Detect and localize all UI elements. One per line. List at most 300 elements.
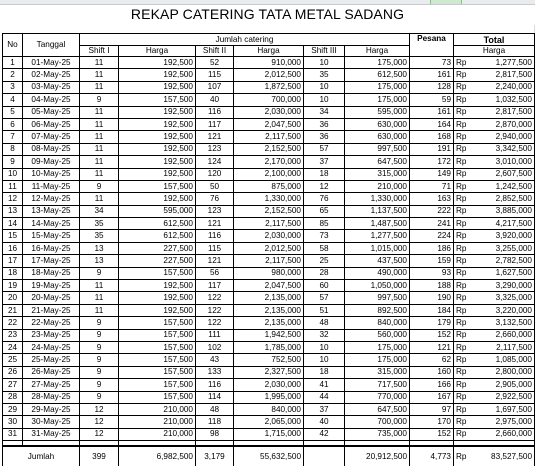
cell-t[interactable]: 2,660,000 [471,428,535,440]
cell-s1[interactable]: 11 [80,193,119,205]
cell-p[interactable]: 191 [410,143,454,155]
cell-tgl[interactable]: 05-May-25 [23,106,80,118]
cell-h2[interactable]: 2,117,500 [234,218,304,230]
cell-no[interactable]: 26 [3,366,23,378]
cell-h3[interactable]: 1,487,500 [345,218,410,230]
cell-s1[interactable]: 13 [80,242,119,254]
cell-s3[interactable]: 85 [304,218,345,230]
cell-rp[interactable]: Rp [454,354,471,366]
cell-rp[interactable]: Rp [454,379,471,391]
total-s1[interactable]: 399 [80,446,119,466]
cell-p[interactable]: 179 [410,317,454,329]
cell-tgl[interactable]: 06-May-25 [23,118,80,130]
cell-s1[interactable]: 11 [80,143,119,155]
cell-rp[interactable]: Rp [454,168,471,180]
cell-s1[interactable]: 35 [80,230,119,242]
cell-h1[interactable]: 157,500 [119,391,196,403]
cell-s3[interactable]: 41 [304,379,345,391]
cell-h3[interactable]: 1,277,500 [345,230,410,242]
cell-s2[interactable]: 102 [196,341,234,353]
cell-rp[interactable]: Rp [454,156,471,168]
cell-h2[interactable]: 2,030,000 [234,379,304,391]
cell-rp[interactable]: Rp [454,292,471,304]
cell-rp[interactable]: Rp [454,341,471,353]
cell-tgl[interactable]: 16-May-25 [23,242,80,254]
cell-rp[interactable]: Rp [454,205,471,217]
cell-t[interactable]: 2,607,500 [471,168,535,180]
cell-rp[interactable]: Rp [454,255,471,267]
cell-t[interactable]: 2,660,000 [471,329,535,341]
cell-s2[interactable]: 48 [196,403,234,415]
cell-tgl[interactable]: 23-May-25 [23,329,80,341]
cell-h2[interactable]: 910,000 [234,57,304,69]
cell-rp[interactable]: Rp [454,366,471,378]
cell-h1[interactable]: 157,500 [119,180,196,192]
cell-h2[interactable]: 2,170,000 [234,156,304,168]
cell-no[interactable]: 5 [3,106,23,118]
cell-p[interactable]: 188 [410,280,454,292]
cell-h2[interactable]: 752,500 [234,354,304,366]
cell-h2[interactable]: 2,012,500 [234,69,304,81]
cell-s2[interactable]: 76 [196,193,234,205]
cell-h2[interactable]: 2,012,500 [234,242,304,254]
cell-rp[interactable]: Rp [454,267,471,279]
cell-tgl[interactable]: 25-May-25 [23,354,80,366]
cell-h2[interactable]: 2,327,500 [234,366,304,378]
cell-h2[interactable]: 2,100,000 [234,168,304,180]
cell-s3[interactable]: 37 [304,403,345,415]
cell-no[interactable]: 11 [3,180,23,192]
cell-s1[interactable]: 12 [80,416,119,428]
cell-t[interactable]: 2,922,500 [471,391,535,403]
cell-rp[interactable]: Rp [454,180,471,192]
cell-h1[interactable]: 192,500 [119,168,196,180]
cell-tgl[interactable]: 17-May-25 [23,255,80,267]
total-h1[interactable]: 6,982,500 [119,446,196,466]
cell-s1[interactable]: 11 [80,118,119,130]
cell-p[interactable]: 93 [410,267,454,279]
cell-h1[interactable]: 595,000 [119,205,196,217]
cell-p[interactable]: 241 [410,218,454,230]
cell-s3[interactable]: 18 [304,366,345,378]
cell-s3[interactable]: 73 [304,230,345,242]
cell-h3[interactable]: 437,500 [345,255,410,267]
cell-h2[interactable]: 875,000 [234,180,304,192]
cell-t[interactable]: 2,817,500 [471,69,535,81]
cell-t[interactable]: 3,290,000 [471,280,535,292]
cell-h3[interactable]: 315,000 [345,168,410,180]
cell-tgl[interactable]: 04-May-25 [23,94,80,106]
cell-p[interactable]: 128 [410,81,454,93]
cell-s1[interactable]: 11 [80,168,119,180]
cell-s1[interactable]: 11 [80,304,119,316]
cell-h2[interactable]: 1,715,000 [234,428,304,440]
cell-rp[interactable]: Rp [454,391,471,403]
cell-rp[interactable]: Rp [454,131,471,143]
cell-t[interactable]: 3,342,500 [471,143,535,155]
cell-no[interactable]: 19 [3,280,23,292]
cell-s1[interactable]: 12 [80,403,119,415]
cell-s2[interactable]: 121 [196,131,234,143]
cell-rp[interactable]: Rp [454,242,471,254]
cell-s2[interactable]: 98 [196,428,234,440]
cell-rp[interactable]: Rp [454,317,471,329]
cell-h2[interactable]: 1,942,500 [234,329,304,341]
cell-h2[interactable]: 1,330,000 [234,193,304,205]
cell-p[interactable]: 152 [410,428,454,440]
cell-tgl[interactable]: 31-May-25 [23,428,80,440]
cell-tgl[interactable]: 29-May-25 [23,403,80,415]
cell-h1[interactable]: 192,500 [119,292,196,304]
cell-p[interactable]: 190 [410,292,454,304]
cell-h1[interactable]: 227,500 [119,255,196,267]
cell-p[interactable]: 160 [410,366,454,378]
cell-s2[interactable]: 117 [196,280,234,292]
cell-p[interactable]: 186 [410,242,454,254]
cell-s2[interactable]: 115 [196,242,234,254]
cell-tgl[interactable]: 01-May-25 [23,57,80,69]
cell-h2[interactable]: 2,135,000 [234,304,304,316]
cell-s2[interactable]: 115 [196,69,234,81]
cell-s3[interactable]: 40 [304,416,345,428]
cell-s2[interactable]: 118 [196,416,234,428]
cell-s3[interactable]: 48 [304,317,345,329]
cell-s2[interactable]: 124 [196,156,234,168]
cell-no[interactable]: 1 [3,57,23,69]
cell-t[interactable]: 1,627,500 [471,267,535,279]
cell-h1[interactable]: 157,500 [119,354,196,366]
cell-h1[interactable]: 210,000 [119,416,196,428]
cell-h2[interactable]: 2,117,500 [234,255,304,267]
cell-h2[interactable]: 1,785,000 [234,341,304,353]
cell-s3[interactable]: 60 [304,280,345,292]
cell-no[interactable]: 31 [3,428,23,440]
cell-s2[interactable]: 116 [196,106,234,118]
cell-t[interactable]: 2,852,500 [471,193,535,205]
cell-tgl[interactable]: 20-May-25 [23,292,80,304]
cell-s3[interactable]: 42 [304,428,345,440]
cell-no[interactable]: 9 [3,156,23,168]
cell-p[interactable]: 71 [410,180,454,192]
cell-h3[interactable]: 595,000 [345,106,410,118]
cell-s2[interactable]: 52 [196,57,234,69]
cell-s1[interactable]: 11 [80,81,119,93]
cell-tgl[interactable]: 26-May-25 [23,366,80,378]
cell-no[interactable]: 10 [3,168,23,180]
cell-s2[interactable]: 116 [196,379,234,391]
cell-s3[interactable]: 57 [304,143,345,155]
cell-s2[interactable]: 122 [196,317,234,329]
cell-h3[interactable]: 612,500 [345,69,410,81]
cell-s2[interactable]: 117 [196,118,234,130]
cell-h2[interactable]: 2,047,500 [234,118,304,130]
cell-p[interactable]: 59 [410,94,454,106]
cell-h2[interactable]: 1,872,500 [234,81,304,93]
cell-h3[interactable]: 892,500 [345,304,410,316]
cell-t[interactable]: 1,697,500 [471,403,535,415]
cell-s3[interactable]: 10 [304,94,345,106]
total-rp[interactable]: Rp [454,446,471,466]
cell-s3[interactable]: 57 [304,292,345,304]
cell-tgl[interactable]: 30-May-25 [23,416,80,428]
cell-tgl[interactable]: 22-May-25 [23,317,80,329]
cell-s2[interactable]: 122 [196,304,234,316]
total-p[interactable]: 4,773 [410,446,454,466]
cell-t[interactable]: 3,885,000 [471,205,535,217]
cell-h1[interactable]: 192,500 [119,106,196,118]
cell-h2[interactable]: 2,065,000 [234,416,304,428]
cell-s3[interactable]: 12 [304,180,345,192]
cell-s1[interactable]: 11 [80,57,119,69]
cell-h3[interactable]: 997,500 [345,292,410,304]
cell-no[interactable]: 4 [3,94,23,106]
cell-t[interactable]: 1,242,500 [471,180,535,192]
cell-rp[interactable]: Rp [454,81,471,93]
cell-s1[interactable]: 12 [80,428,119,440]
cell-tgl[interactable]: 08-May-25 [23,143,80,155]
cell-h2[interactable]: 700,000 [234,94,304,106]
cell-h3[interactable]: 1,137,500 [345,205,410,217]
cell-no[interactable]: 17 [3,255,23,267]
cell-h3[interactable]: 630,000 [345,131,410,143]
cell-rp[interactable]: Rp [454,428,471,440]
cell-t[interactable]: 3,010,000 [471,156,535,168]
total-t[interactable]: 83,527,500 [471,446,535,466]
cell-tgl[interactable]: 24-May-25 [23,341,80,353]
cell-s2[interactable]: 56 [196,267,234,279]
cell-s1[interactable]: 9 [80,366,119,378]
cell-tgl[interactable]: 03-May-25 [23,81,80,93]
cell-s2[interactable]: 123 [196,143,234,155]
cell-h3[interactable]: 1,015,000 [345,242,410,254]
cell-s3[interactable]: 44 [304,391,345,403]
total-label[interactable]: Jumlah [3,446,80,466]
cell-p[interactable]: 161 [410,69,454,81]
cell-tgl[interactable]: 28-May-25 [23,391,80,403]
cell-h3[interactable]: 560,000 [345,329,410,341]
cell-h1[interactable]: 157,500 [119,329,196,341]
cell-t[interactable]: 1,277,500 [471,57,535,69]
cell-s1[interactable]: 11 [80,292,119,304]
cell-no[interactable]: 30 [3,416,23,428]
cell-no[interactable]: 21 [3,304,23,316]
cell-s3[interactable]: 32 [304,329,345,341]
cell-rp[interactable]: Rp [454,403,471,415]
total-s3[interactable] [304,446,345,466]
cell-s2[interactable]: 133 [196,366,234,378]
cell-s3[interactable]: 10 [304,57,345,69]
cell-h1[interactable]: 192,500 [119,193,196,205]
cell-p[interactable]: 161 [410,106,454,118]
cell-h1[interactable]: 157,500 [119,267,196,279]
cell-h2[interactable]: 2,135,000 [234,317,304,329]
cell-h3[interactable]: 490,000 [345,267,410,279]
cell-rp[interactable]: Rp [454,106,471,118]
cell-p[interactable]: 164 [410,118,454,130]
cell-h2[interactable]: 2,152,500 [234,205,304,217]
cell-no[interactable]: 18 [3,267,23,279]
cell-h2[interactable]: 2,030,000 [234,106,304,118]
cell-s1[interactable]: 9 [80,267,119,279]
cell-s1[interactable]: 11 [80,131,119,143]
cell-s1[interactable]: 9 [80,354,119,366]
cell-no[interactable]: 27 [3,379,23,391]
cell-tgl[interactable]: 02-May-25 [23,69,80,81]
cell-rp[interactable]: Rp [454,143,471,155]
cell-t[interactable]: 3,220,000 [471,304,535,316]
cell-tgl[interactable]: 15-May-25 [23,230,80,242]
cell-t[interactable]: 1,085,000 [471,354,535,366]
cell-tgl[interactable]: 07-May-25 [23,131,80,143]
cell-tgl[interactable]: 11-May-25 [23,180,80,192]
cell-no[interactable]: 24 [3,341,23,353]
cell-h3[interactable]: 175,000 [345,57,410,69]
cell-t[interactable]: 2,782,500 [471,255,535,267]
cell-h3[interactable]: 630,000 [345,118,410,130]
cell-s3[interactable]: 35 [304,69,345,81]
cell-h3[interactable]: 1,330,000 [345,193,410,205]
total-h2[interactable]: 55,632,500 [234,446,304,466]
cell-h1[interactable]: 192,500 [119,304,196,316]
cell-h1[interactable]: 157,500 [119,379,196,391]
cell-no[interactable]: 3 [3,81,23,93]
cell-h1[interactable]: 157,500 [119,317,196,329]
cell-p[interactable]: 224 [410,230,454,242]
cell-s3[interactable]: 76 [304,193,345,205]
cell-t[interactable]: 3,325,000 [471,292,535,304]
cell-tgl[interactable]: 09-May-25 [23,156,80,168]
cell-h3[interactable]: 997,500 [345,143,410,155]
cell-t[interactable]: 2,800,000 [471,366,535,378]
cell-tgl[interactable]: 13-May-25 [23,205,80,217]
cell-s2[interactable]: 121 [196,218,234,230]
cell-s1[interactable]: 11 [80,106,119,118]
cell-t[interactable]: 2,975,000 [471,416,535,428]
cell-p[interactable]: 163 [410,193,454,205]
cell-h1[interactable]: 192,500 [119,156,196,168]
cell-h3[interactable]: 175,000 [345,94,410,106]
cell-h3[interactable]: 1,050,000 [345,280,410,292]
cell-s3[interactable]: 51 [304,304,345,316]
cell-t[interactable]: 2,870,000 [471,118,535,130]
cell-rp[interactable]: Rp [454,280,471,292]
cell-no[interactable]: 16 [3,242,23,254]
cell-no[interactable]: 23 [3,329,23,341]
cell-s3[interactable]: 58 [304,242,345,254]
cell-h1[interactable]: 192,500 [119,81,196,93]
cell-no[interactable]: 6 [3,118,23,130]
cell-s1[interactable]: 11 [80,280,119,292]
cell-h1[interactable]: 612,500 [119,230,196,242]
cell-h3[interactable]: 210,000 [345,180,410,192]
cell-h3[interactable]: 175,000 [345,81,410,93]
cell-h1[interactable]: 192,500 [119,131,196,143]
cell-h1[interactable]: 210,000 [119,403,196,415]
cell-s1[interactable]: 13 [80,255,119,267]
cell-p[interactable]: 168 [410,131,454,143]
cell-h2[interactable]: 2,047,500 [234,280,304,292]
cell-s1[interactable]: 9 [80,341,119,353]
cell-h3[interactable]: 175,000 [345,354,410,366]
cell-no[interactable]: 20 [3,292,23,304]
cell-p[interactable]: 184 [410,304,454,316]
cell-no[interactable]: 25 [3,354,23,366]
cell-s3[interactable]: 28 [304,267,345,279]
cell-s1[interactable]: 11 [80,156,119,168]
cell-s2[interactable]: 122 [196,292,234,304]
cell-no[interactable]: 22 [3,317,23,329]
cell-p[interactable]: 166 [410,379,454,391]
cell-no[interactable]: 7 [3,131,23,143]
cell-tgl[interactable]: 27-May-25 [23,379,80,391]
cell-rp[interactable]: Rp [454,193,471,205]
cell-h3[interactable]: 770,000 [345,391,410,403]
cell-h1[interactable]: 192,500 [119,280,196,292]
cell-h2[interactable]: 980,000 [234,267,304,279]
cell-p[interactable]: 222 [410,205,454,217]
cell-s3[interactable]: 65 [304,205,345,217]
cell-no[interactable]: 8 [3,143,23,155]
cell-s1[interactable]: 9 [80,379,119,391]
cell-rp[interactable]: Rp [454,69,471,81]
cell-s2[interactable]: 116 [196,230,234,242]
cell-rp[interactable]: Rp [454,118,471,130]
cell-s3[interactable]: 36 [304,118,345,130]
cell-h3[interactable]: 315,000 [345,366,410,378]
cell-s1[interactable]: 9 [80,317,119,329]
cell-rp[interactable]: Rp [454,416,471,428]
cell-s1[interactable]: 34 [80,205,119,217]
cell-s3[interactable]: 34 [304,106,345,118]
cell-s2[interactable]: 111 [196,329,234,341]
cell-p[interactable]: 159 [410,255,454,267]
cell-s1[interactable]: 11 [80,69,119,81]
cell-s3[interactable]: 10 [304,341,345,353]
cell-s2[interactable]: 43 [196,354,234,366]
cell-rp[interactable]: Rp [454,94,471,106]
cell-no[interactable]: 15 [3,230,23,242]
cell-s2[interactable]: 40 [196,94,234,106]
cell-s3[interactable]: 10 [304,354,345,366]
cell-s2[interactable]: 50 [196,180,234,192]
cell-s2[interactable]: 121 [196,255,234,267]
cell-t[interactable]: 2,240,000 [471,81,535,93]
cell-s1[interactable]: 9 [80,329,119,341]
cell-tgl[interactable]: 21-May-25 [23,304,80,316]
cell-t[interactable]: 1,032,500 [471,94,535,106]
cell-t[interactable]: 4,217,500 [471,218,535,230]
cell-p[interactable]: 172 [410,156,454,168]
cell-s2[interactable]: 114 [196,391,234,403]
cell-t[interactable]: 3,255,000 [471,242,535,254]
cell-h2[interactable]: 2,135,000 [234,292,304,304]
cell-tgl[interactable]: 10-May-25 [23,168,80,180]
cell-p[interactable]: 149 [410,168,454,180]
cell-p[interactable]: 152 [410,329,454,341]
cell-p[interactable]: 170 [410,416,454,428]
total-s2[interactable]: 3,179 [196,446,234,466]
cell-s1[interactable]: 35 [80,218,119,230]
cell-s3[interactable]: 37 [304,156,345,168]
cell-h2[interactable]: 1,995,000 [234,391,304,403]
cell-h1[interactable]: 192,500 [119,118,196,130]
cell-s3[interactable]: 18 [304,168,345,180]
cell-h1[interactable]: 157,500 [119,366,196,378]
cell-rp[interactable]: Rp [454,218,471,230]
cell-h3[interactable]: 175,000 [345,341,410,353]
cell-p[interactable]: 167 [410,391,454,403]
cell-h3[interactable]: 700,000 [345,416,410,428]
